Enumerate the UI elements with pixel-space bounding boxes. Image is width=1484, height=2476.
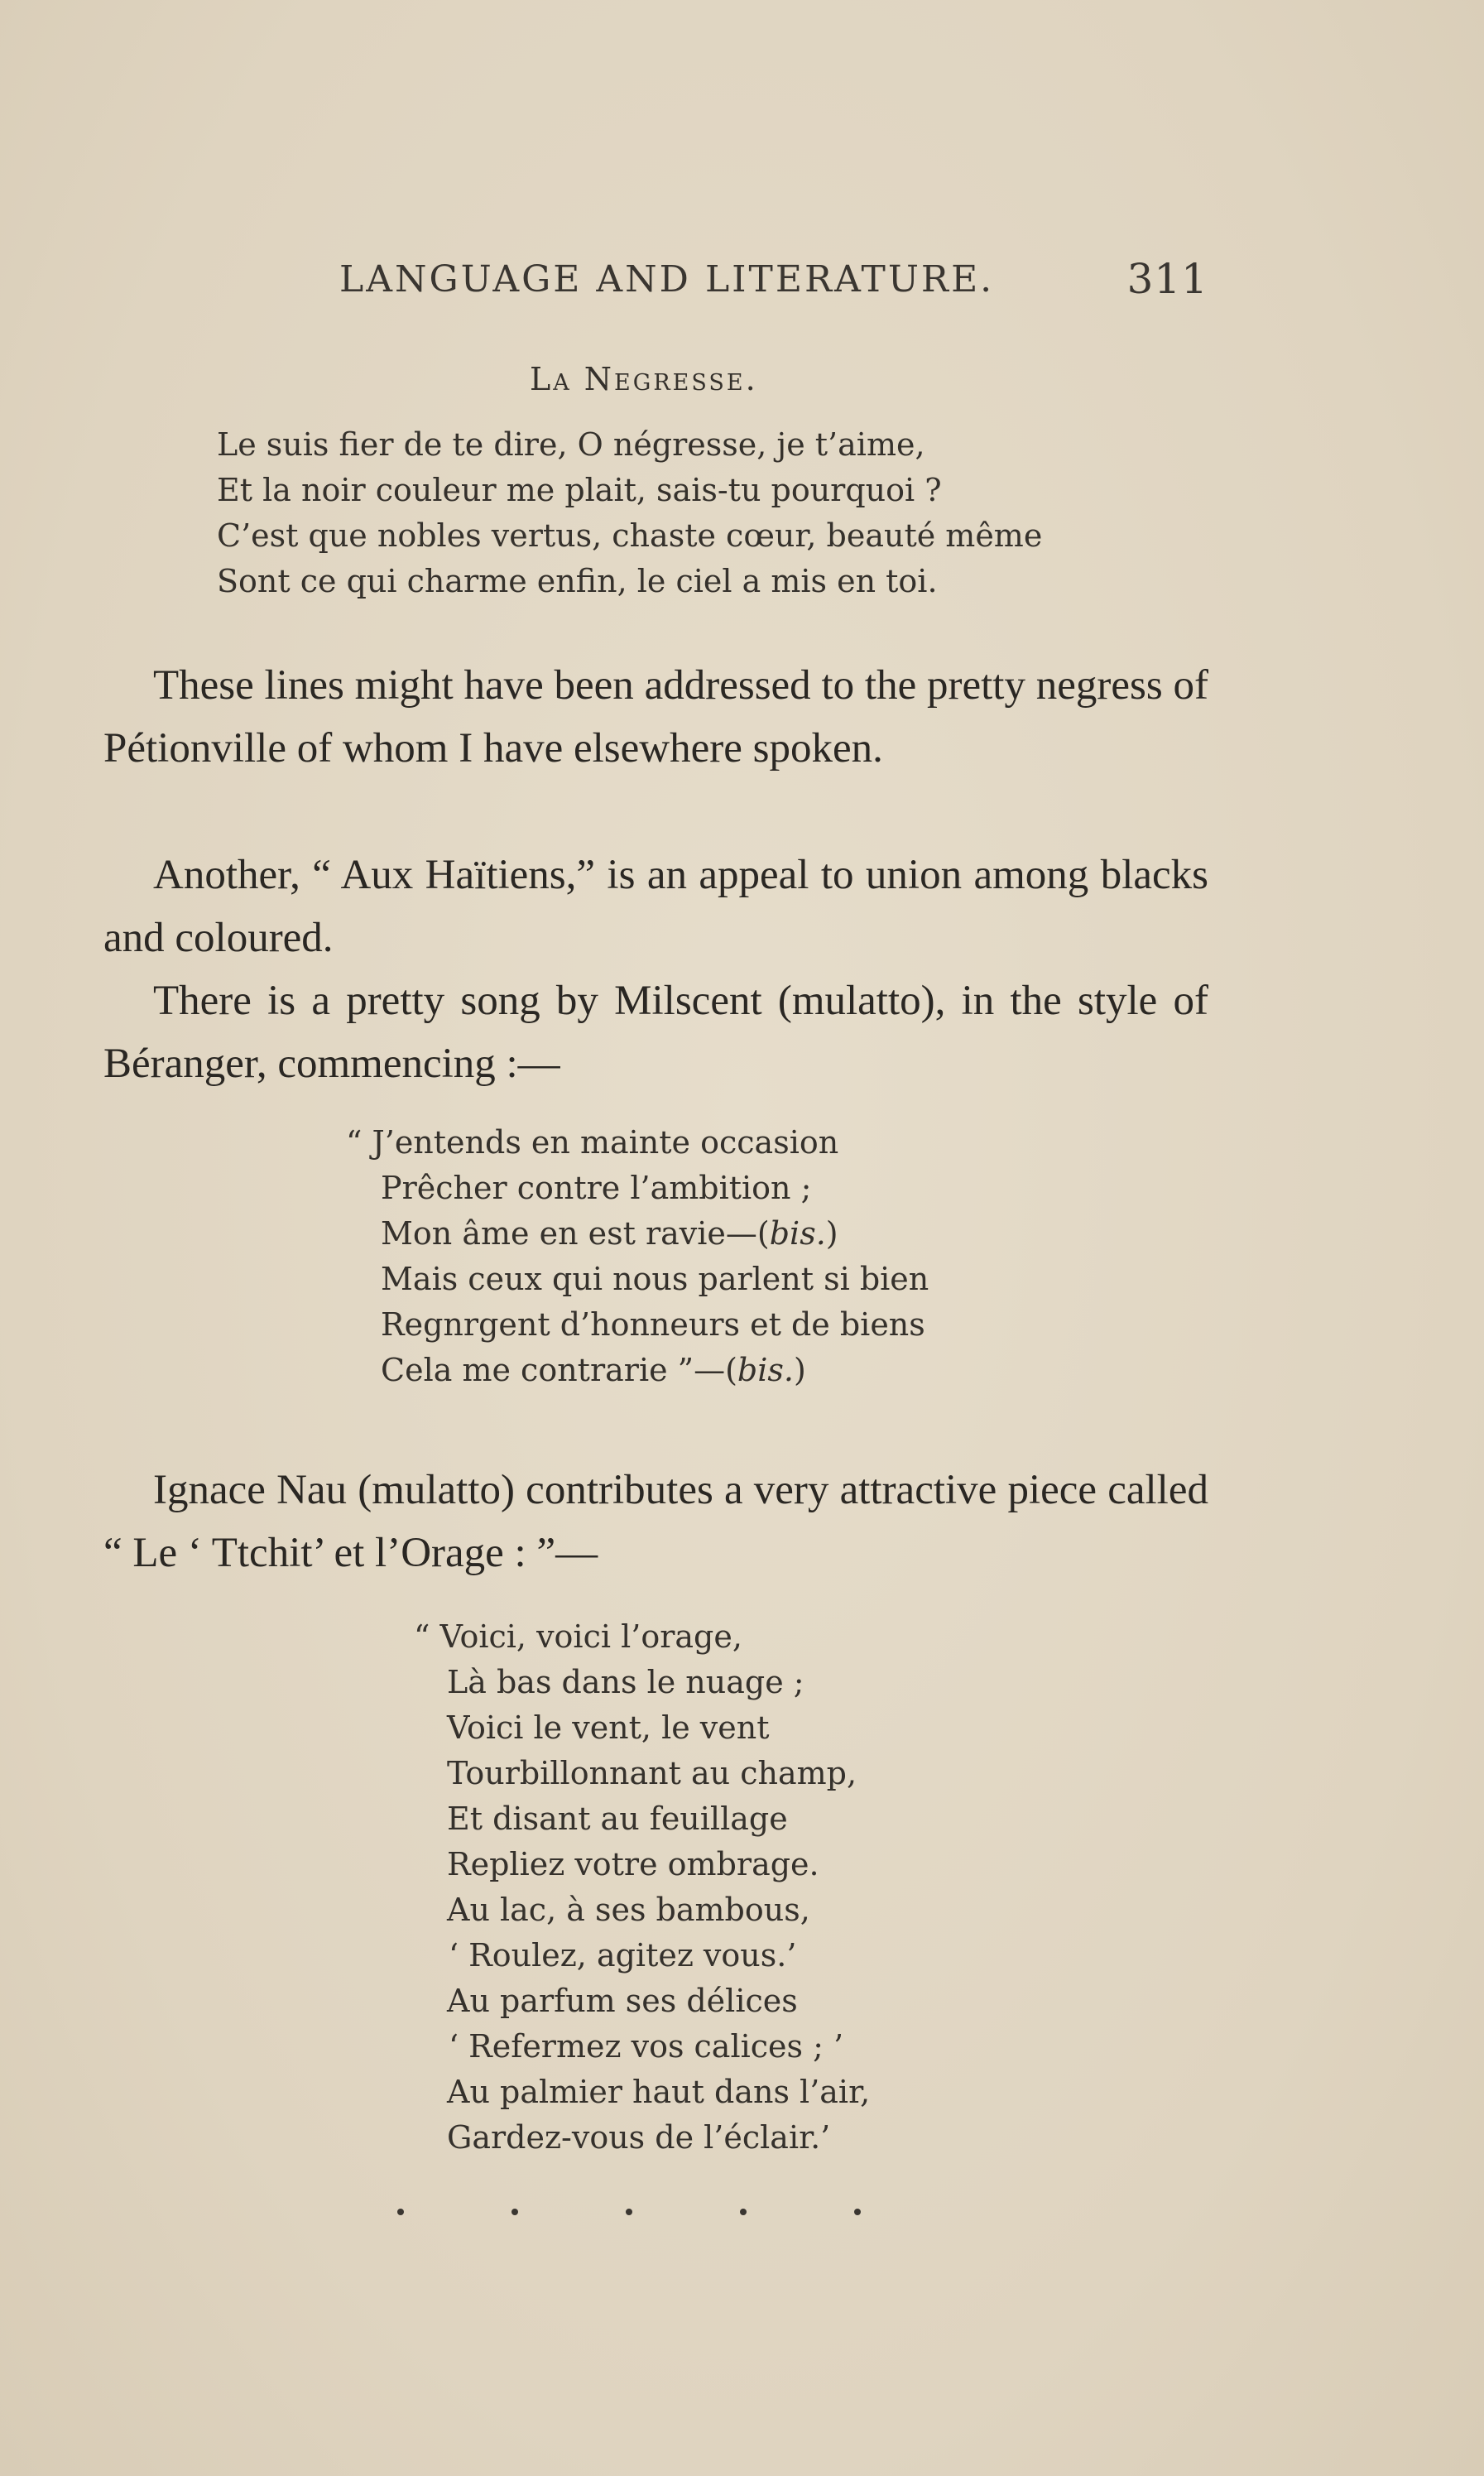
verse-line: ‘ Refermez vos calices ; ’ [449, 2028, 844, 2065]
verse-line: Prêcher contre l’ambition ; [381, 1170, 812, 1206]
verse-line: Au parfum ses délices [447, 1983, 798, 2019]
verse-line: “ Voici, voici l’orage, [414, 1618, 742, 1655]
ellipsis-dots [397, 2209, 861, 2215]
verse-line: Mais ceux qui nous parlent si bien [381, 1261, 929, 1297]
paragraph-text: Ignace Nau (mulatto) contributes a very attractive piece called “ Le ‘ Ttchit’ et l’Orage : ”— [103, 1467, 1208, 1576]
verse-line: C’est que nobles vertus, chaste cœur, beauté même [217, 517, 1043, 554]
ellipsis-dot [511, 2209, 518, 2215]
paragraph-another [103, 844, 1208, 969]
verse-line: Tourbillonnant au champ, [447, 1755, 857, 1791]
verse-line: Sont ce qui charme enfin, le ciel a mis en toi. [217, 563, 938, 599]
paragraph-text: Another, “ Aux Haïtiens,” is an appeal to union among blacks and coloured. [103, 852, 1208, 961]
verse-line: Cela me contrarie ”—(bis.) [381, 1352, 806, 1388]
verse-line: “ J’entends en mainte occasion [346, 1124, 839, 1161]
verse-line: Et disant au feuillage [447, 1801, 788, 1837]
poem-title: La Negresse. [530, 361, 758, 397]
paragraph-text: These lines might have been addressed to the pretty negress of Pétionville of whom I have elsewhere spoken. [103, 662, 1208, 772]
paragraph-ignace-nau [103, 1459, 1208, 1584]
verse-line: Mon âme en est ravie—(bis.) [381, 1215, 838, 1252]
paragraph-text: There is a pretty song by Milscent (mulatto), in the style of Béranger, commencing :— [103, 978, 1208, 1087]
verse-line: Au palmier haut dans l’air, [447, 2074, 871, 2110]
running-head: LANGUAGE AND LITERATURE. [339, 258, 995, 300]
ellipsis-dot [854, 2209, 861, 2215]
verse-line: Et la noir couleur me plait, sais-tu pourquoi ? [217, 472, 942, 508]
page-number: 311 [1126, 255, 1208, 303]
ellipsis-dot [397, 2209, 404, 2215]
verse-line: ‘ Roulez, agitez vous.’ [449, 1937, 797, 1974]
ellipsis-dot [626, 2209, 632, 2215]
poem-milscent-song [346, 1120, 929, 1393]
paragraph-these-lines [103, 654, 1208, 780]
verse-line: Le suis fier de te dire, O négresse, je t’aime, [217, 426, 925, 463]
poem-ttchit-orage [414, 1614, 870, 2161]
verse-line: Voici le vent, le vent [447, 1709, 770, 1746]
bis-annotation: bis. [737, 1352, 794, 1388]
page-header [339, 255, 1208, 308]
verse-line: Repliez votre ombrage. [447, 1846, 819, 1882]
bis-annotation: bis. [769, 1215, 826, 1252]
paragraph-milscent [103, 969, 1208, 1095]
poem-la-negresse [217, 422, 1042, 604]
verse-line: Regnrgent d’honneurs et de biens [381, 1306, 925, 1343]
verse-line: Au lac, à ses bambous, [447, 1892, 810, 1928]
ellipsis-dot [740, 2209, 747, 2215]
verse-line: Gardez-vous de l’éclair.’ [447, 2119, 831, 2156]
verse-line: Là bas dans le nuage ; [447, 1664, 804, 1700]
